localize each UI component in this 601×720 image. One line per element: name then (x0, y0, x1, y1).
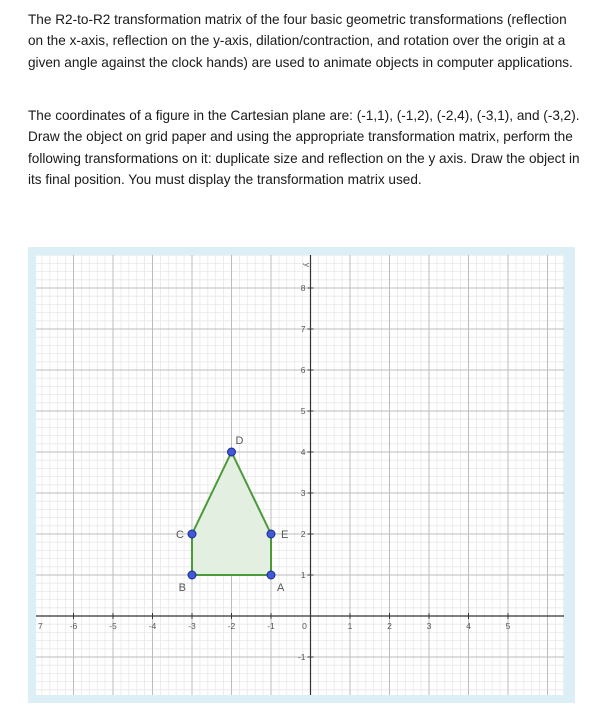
y-tick-label: 4 (300, 447, 306, 457)
x-tick-label: 4 (466, 621, 471, 631)
x-tick-label: 3 (426, 621, 432, 631)
point-label-b: B (178, 582, 186, 594)
point-label-e: E (281, 529, 289, 541)
y-tick-label: 6 (300, 365, 306, 375)
point-d (228, 448, 236, 456)
y-tick-label: 8 (300, 283, 306, 293)
point-b (188, 571, 196, 579)
y-tick-label: 1 (300, 570, 306, 580)
x-tick-label: 1 (347, 621, 353, 631)
x-tick-label: -4 (148, 621, 157, 631)
x-tick-label: 0 (302, 621, 307, 631)
point-label-a: A (277, 582, 285, 594)
point-label-d: D (235, 435, 244, 447)
x-tick-label: -6 (69, 621, 78, 631)
y-tick-label: 3 (300, 488, 306, 498)
paragraph-intro: The R2-to-R2 transformation matrix of the four basic geometric transformations (reflection on the x-axis, reflection on the y-axis, dilation/contraction, and rotation over the origin at a given angle against the clock hands) are used to animate objects in computer applications. (28, 12, 573, 70)
y-tick-label: -1 (297, 652, 306, 662)
point-a (267, 571, 275, 579)
x-tick-label: -3 (188, 621, 196, 631)
cartesian-plane (36, 255, 564, 695)
figure-polygon (192, 452, 271, 575)
point-label-c: C (176, 529, 184, 541)
y-tick-label: 2 (300, 529, 306, 539)
y-tick-label: 7 (300, 324, 306, 334)
point-c (188, 530, 196, 538)
graph-figure-frame (28, 247, 575, 703)
graph-figure (36, 255, 564, 695)
x-tick-label: -2 (227, 621, 236, 631)
x-tick-label: 5 (505, 621, 511, 631)
point-e (267, 530, 275, 538)
y-tick-label: 5 (300, 406, 306, 416)
x-tick-label: -1 (267, 621, 275, 631)
x-tick-label: 7 (38, 621, 43, 631)
x-tick-label: -5 (109, 621, 117, 631)
x-tick-label: 2 (387, 621, 392, 631)
paragraph-task: The coordinates of a figure in the Cartesian plane are: (-1,1), (-1,2), (-2,4), (-3,1), and (-3,2). Draw the object on grid paper and using the appropriate transformation matrix, perform the following transformations on it: duplicate size and reflection on the y axis. Draw the object in its final position. You must display the transformation matrix used. (28, 108, 580, 188)
y-axis-label: y (302, 263, 312, 267)
